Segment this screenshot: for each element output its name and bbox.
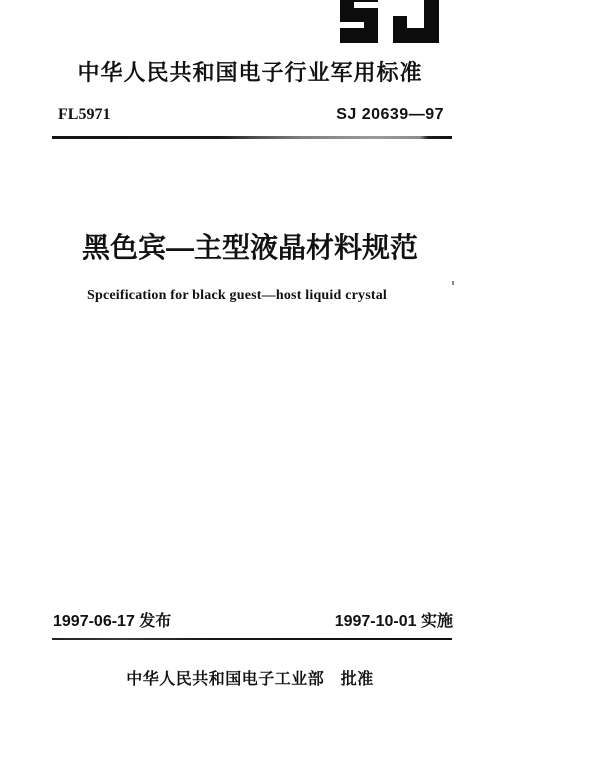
horizontal-rule-bottom [52, 638, 452, 640]
implementation-date: 1997-10-01 实施 [334, 613, 453, 630]
horizontal-rule-top [52, 136, 452, 139]
standard-category-heading: 中华人民共和国电子行业军用标准 [77, 60, 423, 85]
codes-row [58, 106, 444, 124]
scan-artifact [452, 281, 454, 285]
approval-line: 中华人民共和国电子工业部 批准 [126, 671, 374, 688]
document-title-english: Spceification for black guest—host liquid crystal [86, 288, 388, 303]
classification-code: FL5971 [58, 106, 111, 123]
issue-date: 1997-06-17 发布 [53, 613, 172, 630]
sj-logo-icon [336, 0, 446, 45]
document-title-chinese: 黑色宾—主型液晶材料规范 [81, 232, 418, 263]
dates-row [53, 608, 453, 631]
standard-number: SJ 20639—97 [336, 106, 444, 123]
